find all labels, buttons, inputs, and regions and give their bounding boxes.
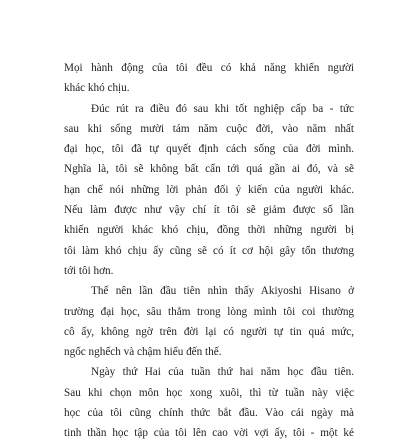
text-line: hạn chế nói những lời phản đối ý kiến của người khác.: [64, 183, 354, 196]
text-line: Sau khi chọn môn học xong xuôi, thì từ tuần này việc: [64, 386, 354, 399]
text-line: Thế nên lần đầu tiên nhìn thấy Akiyoshi Hisano ở: [91, 285, 354, 298]
text-line: tinh thần học tập của tôi lên cao vời vợi ấy, tôi - một kẻ: [64, 427, 354, 440]
body-text: [64, 58, 354, 444]
paragraph: [64, 281, 354, 362]
paragraph: [64, 58, 354, 99]
text-line: đại học, tôi đã tự quyết định cách sống của đời mình.: [64, 143, 354, 156]
text-line: học của tôi cũng chính thức bắt đầu. Vào cái ngày mà: [64, 407, 354, 420]
text-line: Ngày thứ Hai của tuần thứ hai năm học đầu tiên.: [91, 366, 354, 379]
text-line: khiến người khác khó chịu, đồng thời những người bị: [64, 224, 354, 237]
text-line: trường đại học, sâu thẳm trong lòng mình tôi coi thường: [64, 305, 354, 318]
paragraph: [64, 362, 354, 443]
text-line: ngốc nghếch và chậm hiểu đến thế.: [64, 346, 222, 359]
paragraph: [64, 99, 354, 282]
text-line: sau khi sống mười tám năm cuộc đời, vào năm nhất: [64, 122, 354, 135]
text-line: khác khó chịu.: [64, 82, 130, 95]
text-line: Nghĩa là, tôi sẽ không bất cẩn tới quá gần ai đó, và sẽ: [64, 163, 354, 176]
text-line: tới tôi hơn.: [64, 264, 114, 277]
text-line: tôi làm khó chịu ấy cũng sẽ có ít cơ hội gây tổn thương: [64, 244, 354, 257]
text-line: Mọi hành động của tôi đều có khả năng khiến người: [64, 62, 354, 74]
text-line: cô ấy, không ngờ trên đời lại có người tự tin quá mức,: [64, 325, 354, 338]
text-line: Nếu làm được như vậy chí ít tôi sẽ giảm được số lần: [64, 204, 354, 217]
text-line: Đúc rút ra điều đó sau khi tốt nghiệp cấp ba - tức: [91, 102, 354, 115]
